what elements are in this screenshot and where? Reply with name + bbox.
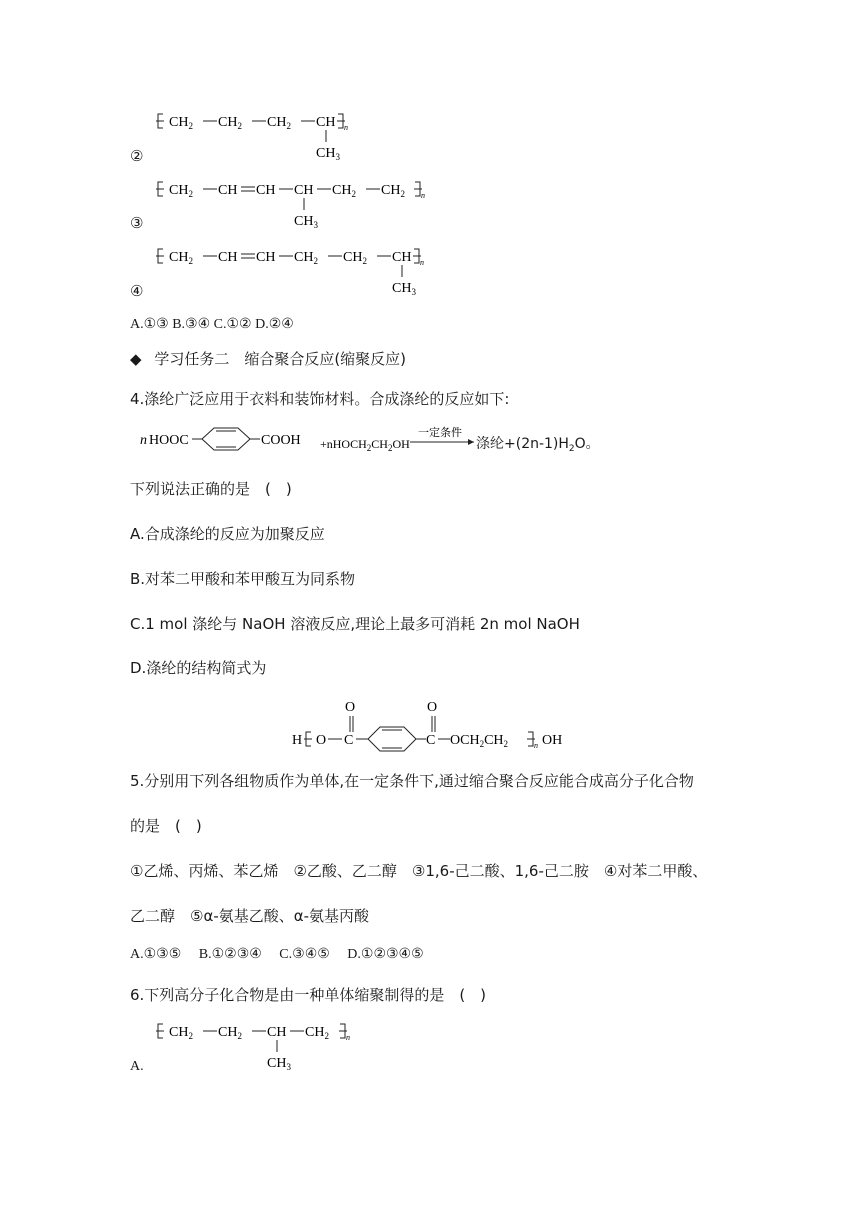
q6-formula-a [154, 1018, 374, 1074]
f1-a: $CH_2$ [169, 115, 193, 131]
task-heading [130, 349, 406, 369]
svg-text:CH2: $CH_2$ [267, 115, 291, 131]
svg-text:CH2: $CH_2$ [169, 1025, 193, 1041]
svg-text:COOH: COOH [261, 433, 301, 448]
svg-text:CH3: $CH_3$ [316, 146, 340, 162]
svg-text:CH: CH [294, 183, 314, 198]
q5-items-line2: 乙二醇 ⑤α-氨基乙酸、α-氨基丙酸 [130, 907, 370, 925]
q4-product: 涤纶$+(2n-1)H_2O$。 [476, 436, 600, 454]
svg-text:CH: CH [218, 250, 238, 265]
benzene-ring-icon [368, 727, 416, 751]
q6-label-a: A. [130, 1059, 144, 1074]
svg-text:CH: CH [392, 250, 412, 265]
svg-text:一定条件: 一定条件 [418, 427, 462, 439]
q4-option-c: C.1 mol 涤纶与 NaOH 溶液反应,理论上最多可消耗 2n mol NaOH [130, 615, 580, 633]
q6-stem: 6.下列高分子化合物是由一种单体缩聚制得的是 ( ) [130, 986, 487, 1004]
svg-text:n: n [346, 1033, 350, 1042]
q4-option-d: D.涤纶的结构简式为 [130, 659, 267, 677]
svg-text:CH2: $CH_2$ [381, 183, 405, 199]
svg-text:n: n [420, 258, 424, 267]
svg-text:CH2: $CH_2$ [305, 1025, 329, 1041]
svg-text:CH3: $CH_3$ [294, 214, 318, 230]
svg-text:CH: CH [256, 183, 276, 198]
svg-text:CH3: $CH_3$ [392, 281, 416, 297]
q5-stem-line1: 5.分别用下列各组物质作为单体,在一定条件下,通过缩合聚合反应能合成高分子化合物 [130, 772, 694, 790]
q5-stem-line2: 的是 ( ) [130, 817, 202, 835]
svg-text:CH: CH [218, 183, 238, 198]
svg-text:CH2: $CH_2$ [218, 115, 242, 131]
q4-option-b: B.对苯二甲酸和苯甲酸互为同系物 [130, 570, 356, 588]
formula-3 [154, 243, 444, 299]
svg-text:CH2: $CH_2$ [332, 183, 356, 199]
svg-text:CH: CH [256, 250, 276, 265]
svg-text:O: O [316, 733, 327, 748]
svg-text:CH2: $CH_2$ [294, 250, 318, 266]
q5-items-line1: ①乙烯、丙烯、苯乙烯 ②乙酸、乙二醇 ③1,6-己二酸、1,6-己二胺 ④对苯二甲酸、 [130, 862, 708, 880]
svg-text:CH2: $CH_2$ [169, 250, 193, 266]
q4-prompt: 下列说法正确的是 ( ) [130, 480, 292, 498]
svg-text:n: n [140, 433, 147, 448]
svg-text:n: n [534, 741, 538, 750]
svg-text:CH3: $CH_3$ [267, 1056, 291, 1072]
q4-option-a: A.合成涤纶的反应为加聚反应 [130, 525, 325, 543]
svg-text:n: n [344, 123, 348, 132]
label-4: ④ [130, 282, 144, 300]
svg-text:O: O [345, 700, 356, 715]
svg-text:OH: OH [542, 733, 563, 748]
svg-text:C: C [426, 733, 436, 748]
svg-text:OCH2CH2: $OCH_2CH_2$ [450, 733, 509, 749]
label-2: ② [130, 147, 144, 165]
formula-1 [154, 108, 374, 164]
svg-text:O: O [427, 700, 438, 715]
svg-text:CH2: $CH_2$ [218, 1025, 242, 1041]
formula-2 [154, 176, 444, 232]
svg-text:CH2: $CH_2$ [343, 250, 367, 266]
task-heading-text: 学习任务二 缩合聚合反应(缩聚反应) [154, 350, 407, 368]
svg-text:C: C [344, 733, 354, 748]
q4-stem: 4.涤纶广泛应用于衣料和装饰材料。合成涤纶的反应如下: [130, 390, 510, 408]
prev-options: A.①③ B.③④ C.①② D.②④ [130, 317, 294, 332]
svg-text:CH2: $CH_2$ [169, 183, 193, 199]
q4-structure [292, 694, 582, 758]
svg-text:+nHOCH2CH2OH: $+nHOCH_2CH_2OH$ [320, 437, 410, 453]
svg-text:CH: CH [267, 1025, 287, 1040]
svg-text:CH: CH [316, 115, 336, 130]
label-3: ③ [130, 214, 144, 232]
diamond-icon: ◆ [130, 350, 142, 368]
q5-options: A.①③⑤ B.①②③④ C.③④⑤ D.①②③④⑤ [130, 947, 424, 962]
svg-text:HOOC: HOOC [149, 433, 189, 448]
svg-text:n: n [421, 191, 425, 200]
svg-text:H: H [292, 733, 303, 748]
